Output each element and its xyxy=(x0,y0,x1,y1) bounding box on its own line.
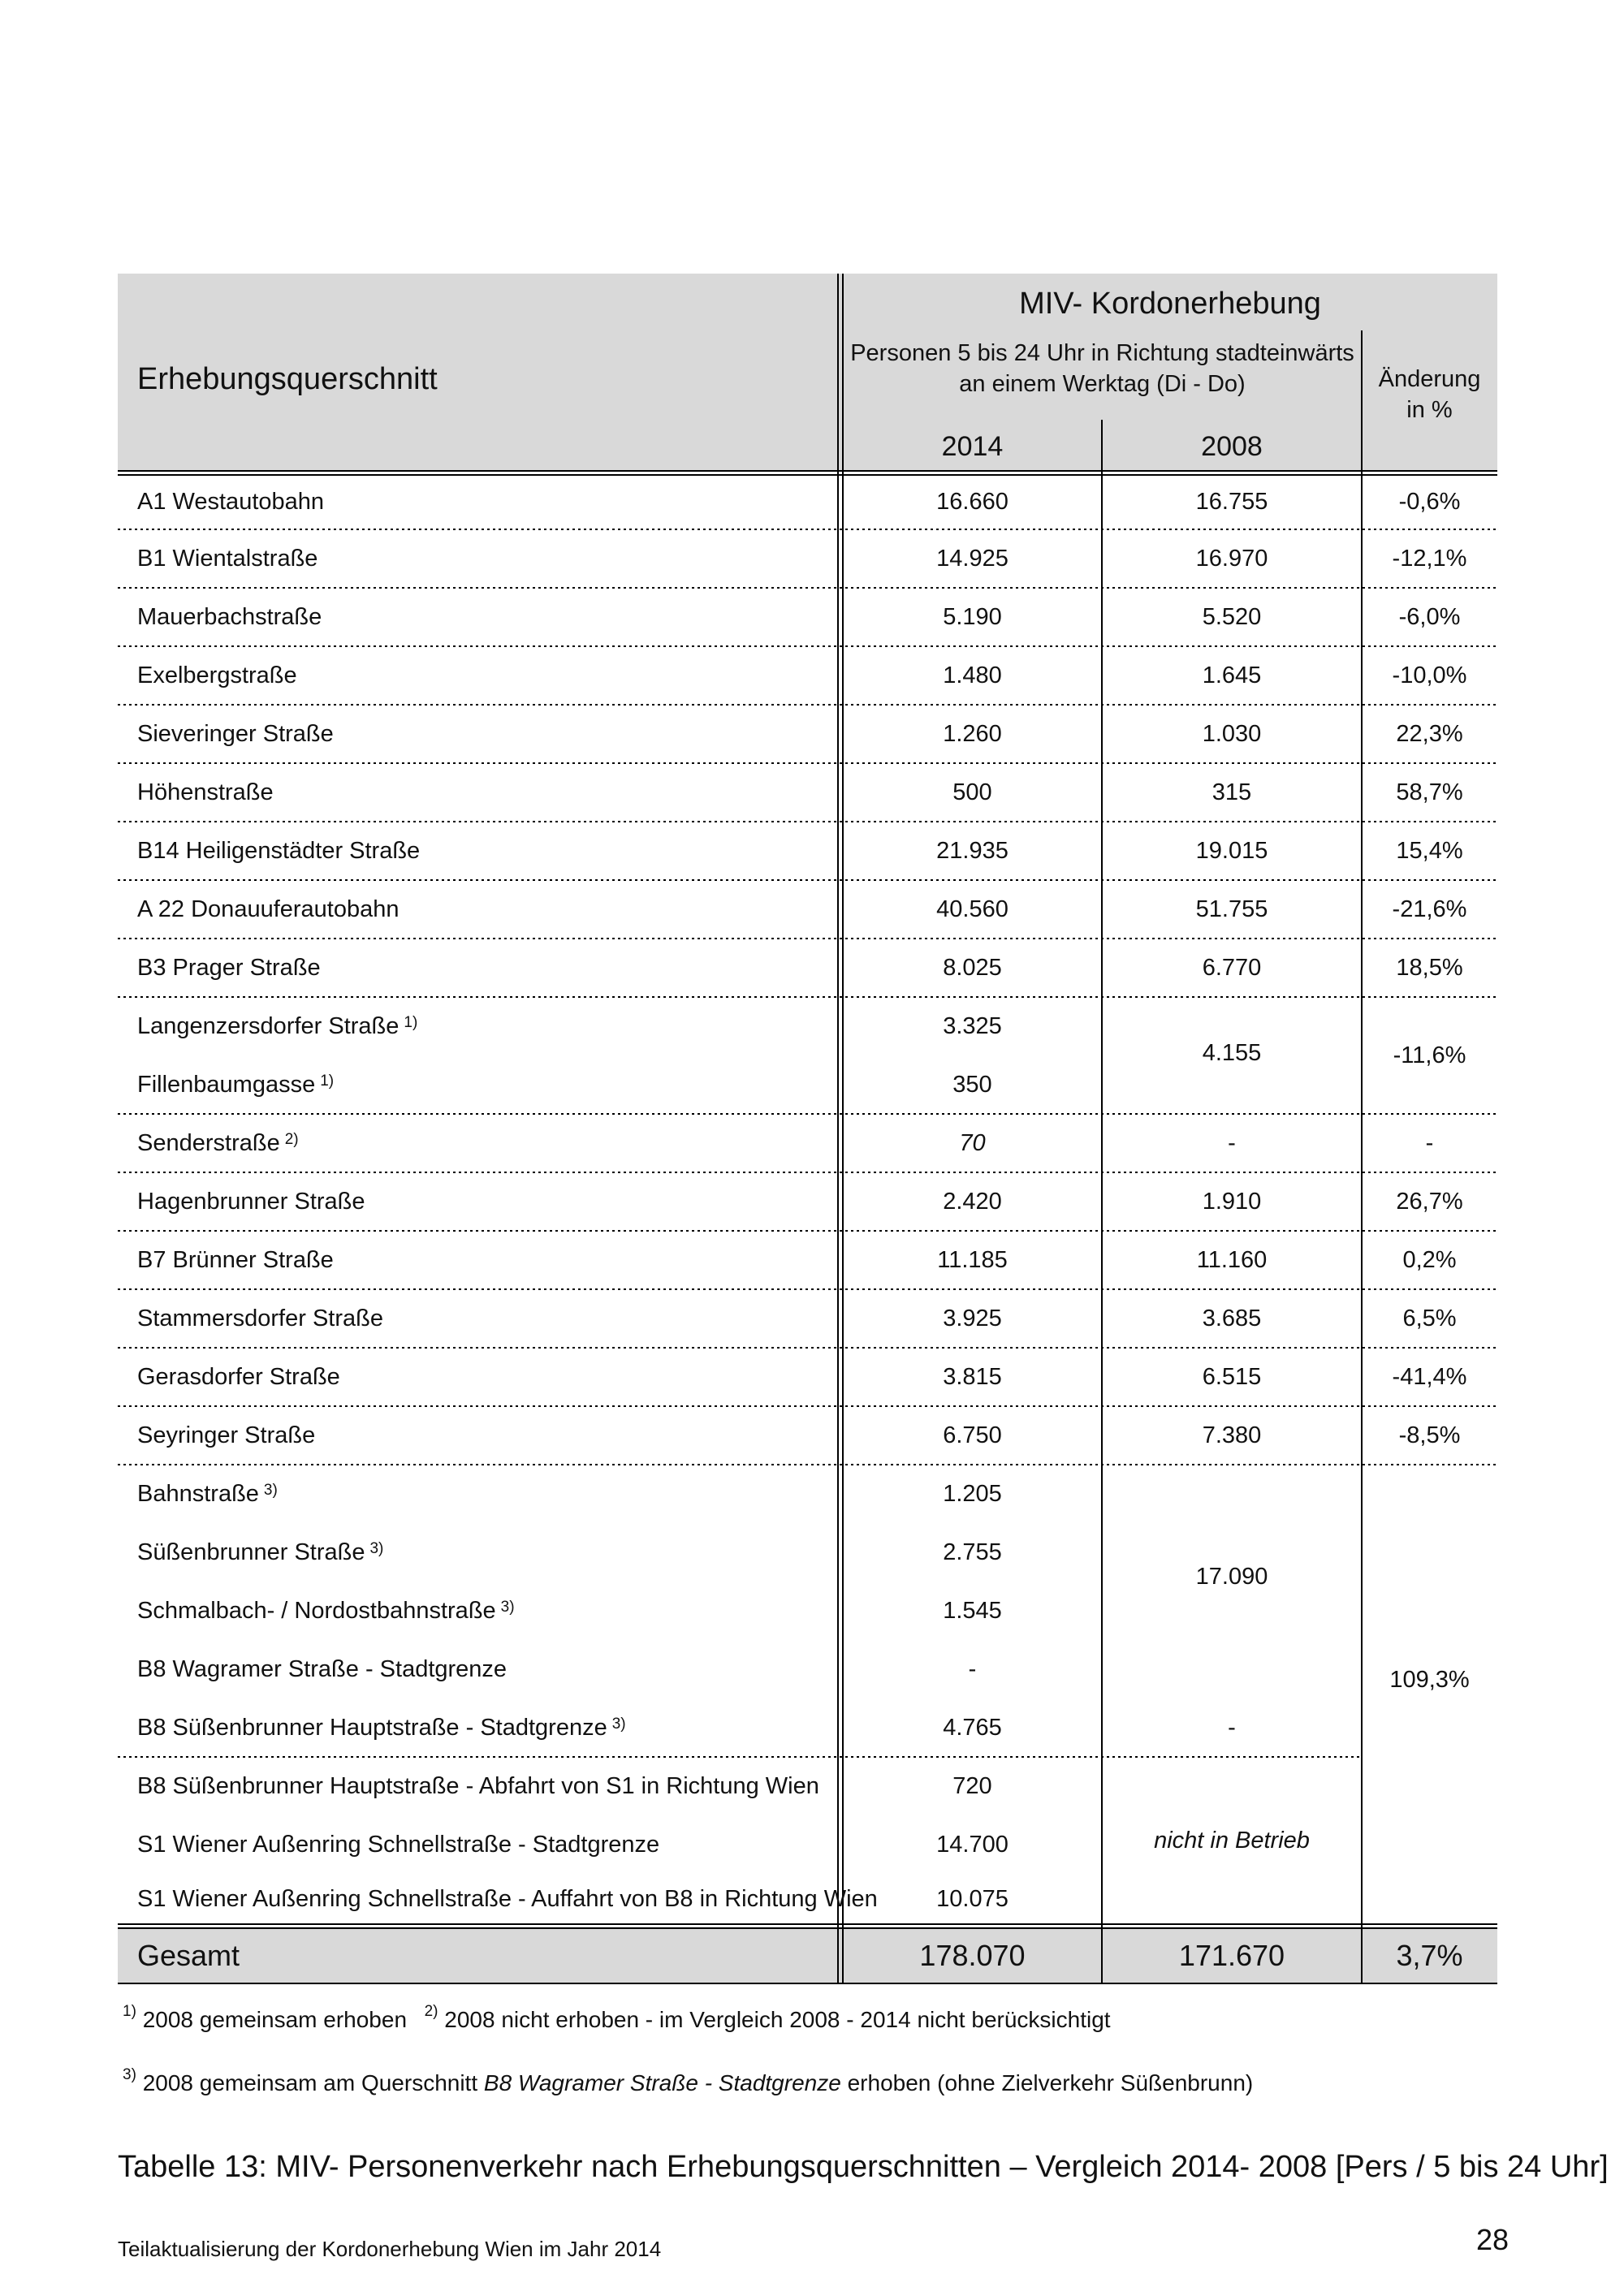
table-cell-2014: 14.700 xyxy=(936,1831,1009,1858)
table-cell-2008: 315 xyxy=(1212,779,1252,805)
table-cell-2008: 7.380 xyxy=(1202,1422,1262,1448)
table-cell-2014: 2.755 xyxy=(943,1539,1002,1565)
table-caption: Tabelle 13: MIV- Personenverkehr nach Erhebungsquerschnitten – Vergleich 2014- 2008 [Pers / 5 bis 24 Uhr] xyxy=(118,2150,1609,2184)
table-cell-2014: 1.545 xyxy=(943,1597,1002,1624)
table-row-label: Hagenbrunner Straße xyxy=(137,1188,365,1215)
table-row-label: B8 Süßenbrunner Hauptstraße - Stadtgrenze $^{3)}$ xyxy=(137,1714,626,1741)
table-cell-2008: 3.685 xyxy=(1202,1305,1262,1331)
table-cell-2014: 720 xyxy=(952,1772,992,1799)
table-cell-2008-merged: 17.090 xyxy=(1195,1563,1268,1590)
table-row-label: Gerasdorfer Straße xyxy=(137,1363,340,1390)
table-cell-2014: 500 xyxy=(952,779,992,805)
table-cell-2014: 6.750 xyxy=(943,1422,1002,1448)
table-cell-2008: 1.910 xyxy=(1202,1188,1262,1215)
table-cell-2008-merged: - xyxy=(1228,1714,1236,1741)
table-cell-2014: 5.190 xyxy=(943,603,1002,630)
table-cell-2014: 3.325 xyxy=(943,1012,1002,1039)
table-cell-change: -21,6% xyxy=(1392,896,1467,922)
header-miv-kordonerhebung: MIV- Kordonerhebung xyxy=(1019,287,1321,321)
table-cell-2014: 1.260 xyxy=(943,720,1002,747)
total-2014: 178.070 xyxy=(919,1939,1026,1972)
table-cell-2008: 1.030 xyxy=(1202,720,1262,747)
table-cell-2014: 10.075 xyxy=(936,1885,1009,1912)
table-cell-2014: 3.925 xyxy=(943,1305,1002,1331)
table-cell-change: 58,7% xyxy=(1396,779,1463,805)
table-cell-2014: 1.205 xyxy=(943,1480,1002,1507)
table-cell-2008: 19.015 xyxy=(1195,837,1268,864)
table-cell-2014: 2.420 xyxy=(943,1188,1002,1215)
table-cell-change: -10,0% xyxy=(1392,662,1467,688)
table-cell-2014: 4.765 xyxy=(943,1714,1002,1741)
table-cell-change: 0,2% xyxy=(1402,1246,1457,1273)
table-row-label: S1 Wiener Außenring Schnellstraße - Auffahrt von B8 in Richtung Wien xyxy=(137,1885,878,1912)
table-cell-2014: 14.925 xyxy=(936,545,1009,572)
table-row-label: Stammersdorfer Straße xyxy=(137,1305,383,1331)
table-cell-2008: 51.755 xyxy=(1195,896,1268,922)
table-cell-change: - xyxy=(1425,1129,1434,1156)
table-cell-change: 15,4% xyxy=(1396,837,1463,864)
table-cell-change: 6,5% xyxy=(1402,1305,1457,1331)
table-cell-change: 22,3% xyxy=(1396,720,1463,747)
table-cell-2008: 16.755 xyxy=(1195,489,1268,515)
table-cell-2014: 11.185 xyxy=(937,1246,1008,1273)
table-row-label: B3 Prager Straße xyxy=(137,954,321,981)
table-row-label: B8 Süßenbrunner Hauptstraße - Abfahrt von S1 in Richtung Wien xyxy=(137,1772,819,1799)
table-row-label: Mauerbachstraße xyxy=(137,603,322,630)
table-cell-2008: 6.770 xyxy=(1202,954,1262,981)
table-cell-2008: 16.970 xyxy=(1195,545,1268,572)
table-cell-change-merged: 109,3% xyxy=(1389,1666,1470,1693)
data-table xyxy=(118,274,1497,1987)
total-2008: 171.670 xyxy=(1178,1939,1285,1972)
header-year-2008: 2008 xyxy=(1201,431,1263,462)
table-cell-change: 18,5% xyxy=(1396,954,1463,981)
table-cell-change: -8,5% xyxy=(1398,1422,1461,1448)
table-row-label: B8 Wagramer Straße - Stadtgrenze xyxy=(137,1655,508,1682)
total-change: 3,7% xyxy=(1396,1939,1463,1972)
header-aenderung-line1: Änderung xyxy=(1378,365,1481,392)
table-row-label: Schmalbach- / Nordostbahnstraße $^{3)}$ xyxy=(137,1597,515,1624)
table-cell-change: -0,6% xyxy=(1398,489,1461,515)
page-footer: Teilaktualisierung der Kordonerhebung Wien im Jahr 2014 xyxy=(118,2237,662,2261)
table-row-label: B14 Heiligenstädter Straße xyxy=(137,837,421,864)
table-row-label: Sieveringer Straße xyxy=(137,720,334,747)
table-row-label: Senderstraße $^{2)}$ xyxy=(137,1129,299,1156)
table-row-label: A1 Westautobahn xyxy=(137,489,325,515)
table-cell-2014: 1.480 xyxy=(943,662,1002,688)
footnote-3: $^{3)}$ 2008 gemeinsam am Querschnitt B8 Wagramer Straße - Stadtgrenze erhoben (ohne Zielverkehr Süßenbrunn) xyxy=(123,2065,1254,2095)
table-row-label: S1 Wiener Außenring Schnellstraße - Stadtgrenze xyxy=(137,1831,660,1858)
header-year-2014: 2014 xyxy=(941,431,1004,462)
table-cell-2008: 6.515 xyxy=(1202,1363,1262,1390)
table-cell-2014: 70 xyxy=(959,1129,986,1156)
table-cell-2008-merged: nicht in Betrieb xyxy=(1154,1827,1310,1854)
table-row-label: Seyringer Straße xyxy=(137,1422,316,1448)
table-cell-2014: 21.935 xyxy=(936,837,1009,864)
table-cell-2014: 350 xyxy=(952,1071,992,1098)
table-cell-2008: 5.520 xyxy=(1202,603,1262,630)
table-cell-change: -6,0% xyxy=(1398,603,1461,630)
page-number: 28 xyxy=(1476,2223,1510,2256)
table-cell-2008: - xyxy=(1228,1129,1236,1156)
table-cell-2014: 40.560 xyxy=(936,896,1009,922)
table-cell-2014: 3.815 xyxy=(943,1363,1002,1390)
table-row-label: Süßenbrunner Straße $^{3)}$ xyxy=(137,1539,384,1565)
table-cell-change: -41,4% xyxy=(1392,1363,1467,1390)
table-cell-change-merged: -11,6% xyxy=(1393,1042,1466,1068)
header-erhebungsquerschnitt: Erhebungsquerschnitt xyxy=(137,362,438,396)
table-row-label: Bahnstraße $^{3)}$ xyxy=(137,1480,278,1507)
header-personen-line2: an einem Werktag (Di - Do) xyxy=(959,370,1246,397)
table-row-label: B7 Brünner Straße xyxy=(137,1246,334,1273)
table-cell-2008: 11.160 xyxy=(1196,1246,1268,1273)
table-cell-change: 26,7% xyxy=(1396,1188,1463,1215)
total-label: Gesamt xyxy=(137,1939,240,1972)
footnote-1-2: $^{1)}$ 2008 gemeinsam erhoben $^{2)}$ 2008 nicht erhoben - im Vergleich 2008 - 2014 nicht berücksichtigt xyxy=(123,2002,1111,2032)
header-personen-line1: Personen 5 bis 24 Uhr in Richtung stadteinwärts xyxy=(850,339,1354,366)
table-row-label: Höhenstraße xyxy=(137,779,274,805)
table-row-label: Fillenbaumgasse $^{1)}$ xyxy=(137,1071,335,1098)
table-row-label: B1 Wientalstraße xyxy=(137,545,318,572)
table-cell-2008: 1.645 xyxy=(1202,662,1262,688)
table-cell-2014: - xyxy=(968,1655,977,1682)
table-cell-change: -12,1% xyxy=(1392,545,1467,572)
table-cell-2014: 8.025 xyxy=(943,954,1002,981)
table-row-label: A 22 Donauuferautobahn xyxy=(137,896,400,922)
table-cell-2008-merged: 4.155 xyxy=(1202,1039,1262,1066)
header-aenderung-line2: in % xyxy=(1406,396,1453,423)
table-cell-2014: 16.660 xyxy=(936,489,1009,515)
table-row-label: Langenzersdorfer Straße $^{1)}$ xyxy=(137,1012,418,1039)
table-row-label: Exelbergstraße xyxy=(137,662,297,688)
